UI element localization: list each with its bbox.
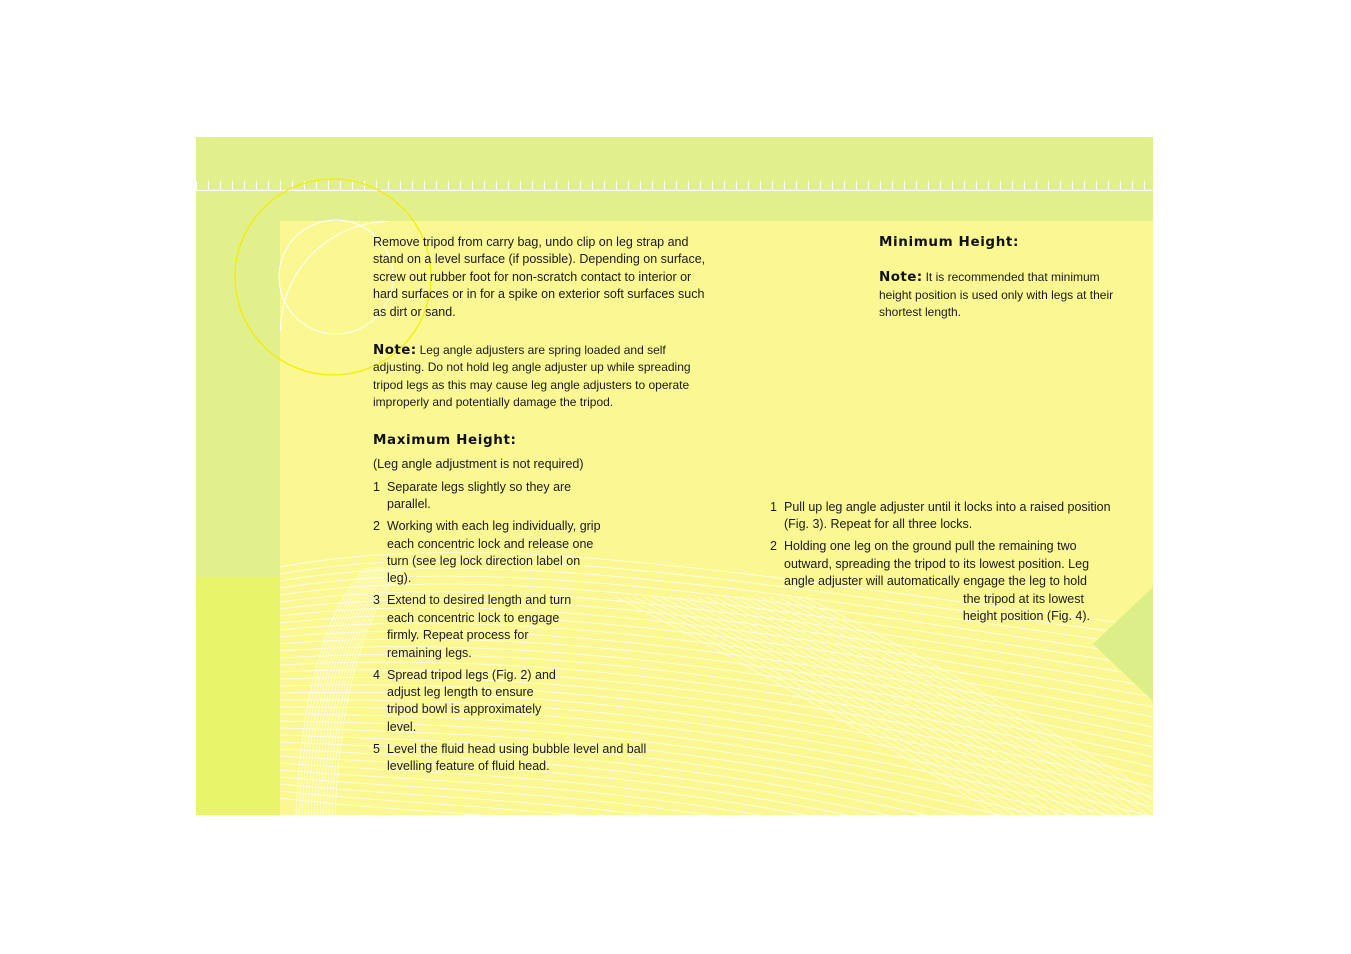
max-height-heading: Maximum Height: bbox=[373, 432, 517, 448]
list-item: 5 Level the fluid head using bubble level and ball levelling feature of fluid head. bbox=[373, 741, 647, 774]
step-2-continuation-b: height position (Fig. 4). bbox=[962, 609, 1090, 624]
wave-line bbox=[280, 798, 1153, 815]
note-label: Note: bbox=[373, 342, 417, 358]
list-item: 1 Pull up leg angle adjuster until it locks into a raised position (Fig. 3). Repeat for all three locks. bbox=[770, 500, 1111, 532]
note-text: Leg angle adjusters are spring loaded and self adjusting. Do not hold leg angle adjuster up while spreading tripod legs as this may cause leg angle adjusters to operate improperly and potentially damage the tripod. bbox=[373, 343, 691, 410]
wave-line bbox=[688, 597, 1068, 815]
manual-page bbox=[196, 137, 1153, 815]
intro-paragraph bbox=[373, 234, 708, 321]
wave-line bbox=[697, 597, 1077, 815]
wave-line bbox=[715, 597, 1095, 815]
list-item: 3 Extend to desired length and turn each concentric lock to engage firmly. Repeat process for remaining legs. bbox=[373, 593, 572, 660]
min-height-section bbox=[879, 234, 1119, 322]
list-item: 2 Holding one leg on the ground pull the remaining two outward, spreading the tripod to its lowest position. Leg angle adjuster will automatically engage the leg to hold bbox=[770, 539, 1090, 589]
list-item: 1 Separate legs slightly so they are parallel. bbox=[373, 479, 572, 512]
list-item: 4 Spread tripod legs (Fig. 2) and adjust leg length to ensure tripod bowl is approximately level. bbox=[373, 667, 556, 734]
max-height-steps bbox=[373, 479, 713, 776]
intro-text: Remove tripod from carry bag, undo clip on leg strap and stand on a level surface (if possible). Depending on surface, screw out rubber foot for non-scratch contact to interior or hard surfaces or in for a spike on exterior soft surfaces such as dirt or sand. bbox=[373, 235, 706, 319]
step-2-continuation-a: the tripod at its lowest bbox=[963, 591, 1084, 606]
note-label: Note: bbox=[879, 269, 923, 286]
min-height-heading: Minimum Height: bbox=[879, 234, 1019, 250]
wave-line bbox=[280, 777, 1153, 815]
max-height-section bbox=[373, 432, 713, 780]
wave-line bbox=[742, 597, 1122, 815]
wave-line bbox=[733, 597, 1113, 815]
note-block-left bbox=[373, 342, 708, 412]
note-text: It is recommended that minimum height position is used only with legs at their shortest length. bbox=[879, 270, 1114, 320]
list-item: 2 Working with each leg individually, grip each concentric lock and release one turn (see leg lock direction label on leg). bbox=[373, 519, 601, 586]
min-height-steps-block bbox=[770, 499, 1115, 625]
min-height-steps bbox=[770, 499, 1115, 591]
wave-line bbox=[280, 784, 1153, 815]
max-height-subtitle: (Leg angle adjustment is not required) bbox=[373, 457, 584, 472]
